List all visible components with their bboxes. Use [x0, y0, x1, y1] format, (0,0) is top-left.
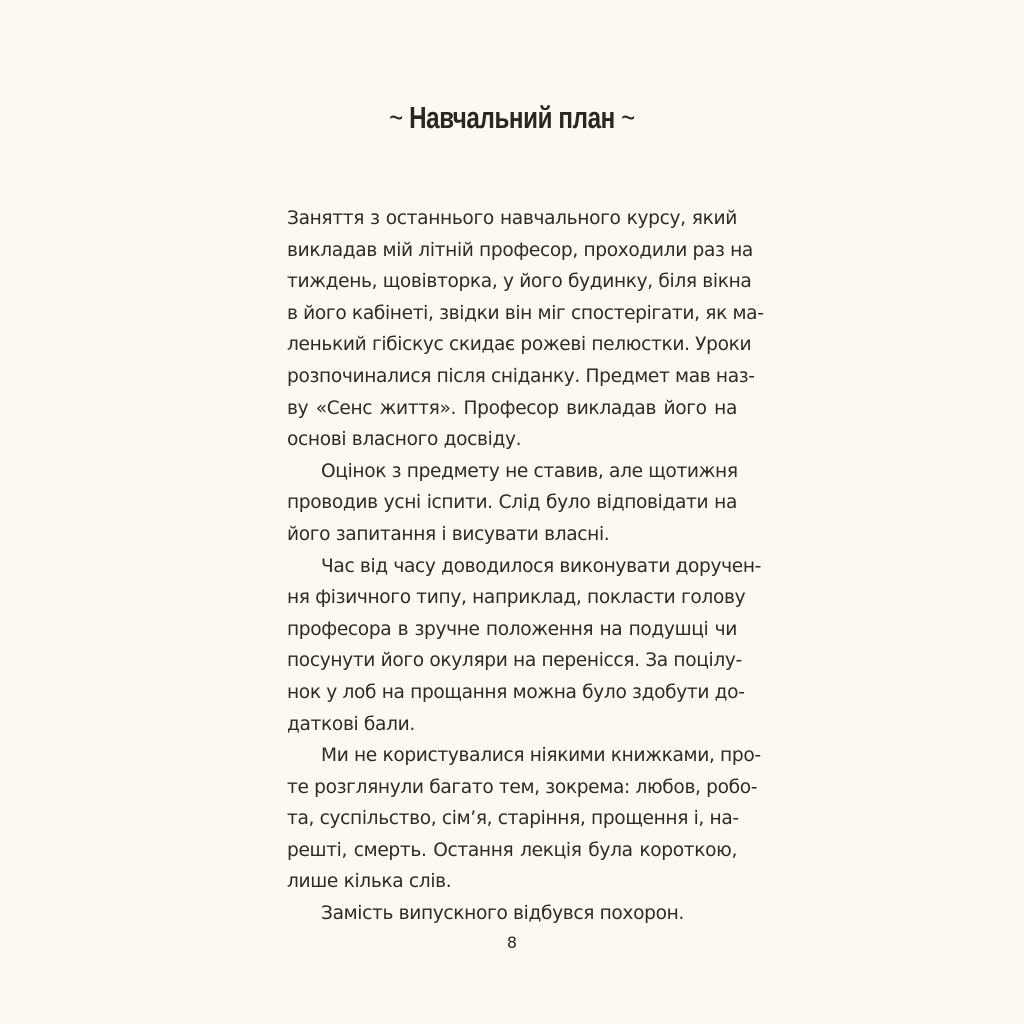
- text-line: посунути його окуляри на перенісся. За поцілу-: [287, 650, 742, 672]
- text-line: професора в зручне положення на подушці чи: [287, 618, 737, 640]
- text-line: Час від часу доводилося виконувати доручен-: [321, 555, 762, 577]
- text-line: тиждень, щовівторка, у його будинку, біля вікна: [287, 271, 752, 293]
- text-line: Оцінок з предмету не ставив, але щотижня: [321, 460, 738, 482]
- paragraph: [287, 551, 762, 741]
- text-line: Ми не користувалися ніякими книжками, про-: [321, 745, 761, 767]
- text-line: та, суспільство, сім’я, старіння, прощення і, на-: [287, 808, 739, 830]
- text-line: його запитання і висувати власні.: [287, 523, 610, 545]
- tilde-ornament-left: ~: [389, 100, 403, 135]
- text-line: лише кілька слів.: [287, 871, 452, 893]
- text-line: викладав мій літній професор, проходили раз на: [287, 239, 753, 261]
- text-line: ня фізичного типу, наприклад, покласти голову: [287, 587, 746, 609]
- text-line: Замість випускного відбувся похорон.: [321, 903, 684, 925]
- page-number: 8: [506, 933, 518, 952]
- chapter-body: [287, 203, 764, 930]
- chapter-title-text: Навчальний план: [409, 100, 615, 135]
- text-line: решті, смерть. Остання лекція була короткою,: [287, 839, 737, 861]
- text-line: ленький гібіскус скидає рожеві пелюстки. Уроки: [287, 334, 752, 356]
- paragraph: [287, 740, 761, 898]
- text-line: в його кабінеті, звідки він міг спостерігати, як ма-: [287, 302, 764, 324]
- text-line: нок у лоб на прощання можна було здобути до-: [287, 681, 745, 703]
- paragraph: [287, 203, 764, 456]
- text-line: основі власного досвіду.: [287, 429, 522, 451]
- tilde-ornament-right: ~: [621, 100, 635, 135]
- chapter-title: [113, 100, 912, 136]
- paragraph: [287, 898, 737, 930]
- text-line: проводив усні іспити. Слід було відповідати на: [287, 492, 737, 514]
- text-line: Заняття з останнього навчального курсу, який: [287, 208, 737, 229]
- text-line: розпочиналися після сніданку. Предмет мав наз-: [287, 365, 755, 387]
- text-line: те розглянули багато тем, зокрема: любов, робо-: [287, 776, 758, 798]
- text-line: ву «Сенс життя». Професор викладав його на: [287, 397, 737, 419]
- paragraph: [287, 456, 737, 551]
- text-line: даткові бали.: [287, 713, 415, 735]
